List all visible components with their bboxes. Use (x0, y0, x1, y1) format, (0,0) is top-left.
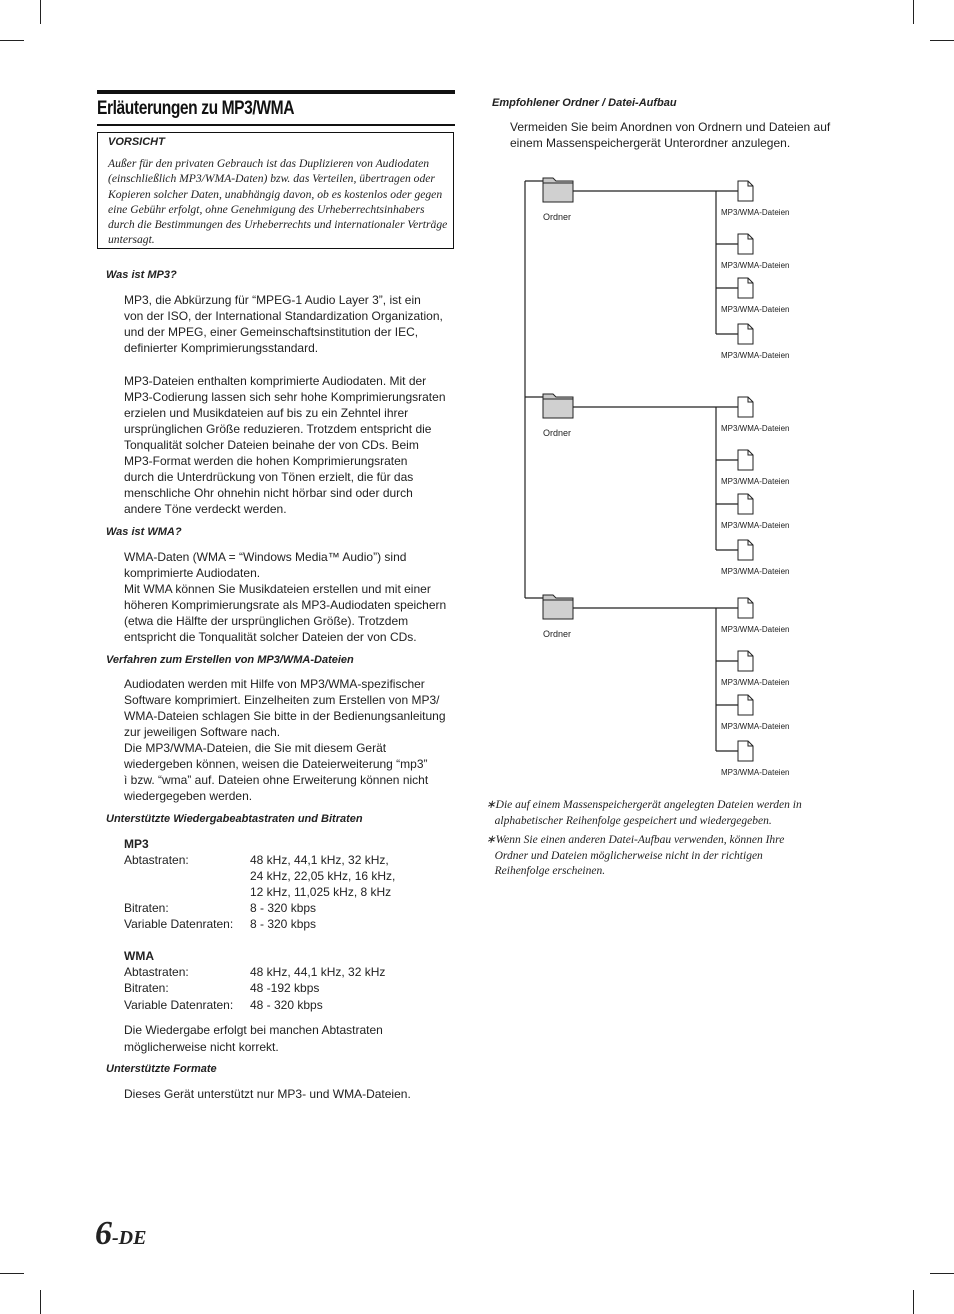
heading-wma: Was ist WMA? (106, 526, 182, 538)
file-icon (738, 450, 753, 470)
file-icon (738, 181, 753, 201)
wma-paragraph: WMA-Daten (WMA = “Windows Media™ Audio”) sind komprimierte Audiodaten. Mit WMA können Sie Musikdateien erstellen und mit einer höheren Komprimierungsrate als MP3-Audiodaten speichern (etwa die Hälfte der ursprünglichen Größe). Trotzdem entspricht die Tonqualität solcher Dateien der von CDs. (124, 550, 447, 644)
page-title: Erläuterungen zu MP3/WMA (97, 98, 295, 119)
mp3-spec-label: MP3 (124, 837, 149, 851)
folder-label: Ordner (543, 212, 572, 222)
file-icon (738, 540, 753, 560)
file-icon (738, 324, 753, 344)
wma-spec-value: 48 -192 kbps (250, 981, 320, 995)
mp3-paragraph-2: MP3-Dateien enthalten komprimierte Audiodaten. Mit der MP3-Codierung lassen sich sehr hohe Komprimierungsraten erzielen und Musikdateien auf bis zu ein Zehntel ihrer ursprünglichen Größe reduzieren. Trotzdem entspricht die Tonqualität solcher Dateien beinahe der von CDs. Beim MP3-Format werden die hohen Komprimierungsraten durch die Unterdrückung von Tönen erzielt, die für das menschliche Ohr ohnehin nicht hörbar sind oder durch andere Töne verdeckt werden. (124, 374, 446, 516)
mp3-paragraph-1: MP3, die Abkürzung für “MPEG-1 Audio Layer 3”, ist ein von der ISO, der International Standardization Organization, und der MPEG, einer Gemeinschaftsinstitution der IEC, definierter Komprimierungsstandard. (124, 293, 443, 355)
mp3-spec-value: 12 kHz, 11,025 kHz, 8 kHz (250, 885, 392, 899)
mp3-spec-value: 24 kHz, 22,05 kHz, 16 kHz, (250, 869, 396, 883)
folder-label: Ordner (543, 428, 572, 438)
heading-rates: Unterstützte Wiedergabeabtastraten und Bitraten (106, 813, 363, 825)
mp3-spec-value: 8 - 320 kbps (250, 917, 317, 931)
file-icon (738, 397, 753, 417)
caution-text: Außer für den privaten Gebrauch ist das Duplizieren von Audiodaten (einschließlich MP3/WMA-Daten) bzw. das Verteilen, übertragen oder Kopieren solcher Daten, unabhängig davon, ob es kostenlos oder gegen eine Gebühr erfolgt, ohne Genehmigung des Urheberrechtsinhabers durch die Bestimmungen des Urheberrechts und internationaler Verträge untersagt. (108, 157, 448, 247)
file-label: MP3/WMA-Dateien (721, 625, 790, 634)
folder-icon (543, 183, 573, 202)
heading-structure: Empfohlener Ordner / Datei-Aufbau (492, 97, 677, 109)
formats-paragraph: Dieses Gerät unterstützt nur MP3- und WMA-Dateien. (124, 1087, 411, 1101)
crop-mark (913, 1290, 914, 1314)
file-label: MP3/WMA-Dateien (721, 477, 790, 486)
mp3-spec-value: 48 kHz, 44,1 kHz, 32 kHz, (250, 853, 389, 867)
file-label: MP3/WMA-Dateien (721, 678, 790, 687)
file-icon (738, 741, 753, 761)
crop-mark (930, 1273, 954, 1274)
file-icon (738, 278, 753, 298)
mp3-spec-key: Bitraten: (124, 901, 169, 915)
heading-create: Verfahren zum Erstellen von MP3/WMA-Dateien (106, 654, 354, 666)
structure-intro: Vermeiden Sie beim Anordnen von Ordnern und Dateien auf einem Massenspeichergerät Unterordner anzulegen. (510, 120, 831, 150)
create-paragraph: Audiodaten werden mit Hilfe von MP3/WMA-spezifischer Software komprimiert. Einzelheiten zum Erstellen von MP3/ WMA-Dateien schlagen Sie bitte in der Bedienungsanleitung zur jeweiligen Software nach. Die MP3/WMA-Dateien, die Sie mit diesem Gerät wiedergeben können, weisen die Dateierweiterung “mp3” ì bzw. “wma” auf. Dateien ohne Erweiterung können nicht wiedergegeben werden. (124, 677, 446, 803)
file-label: MP3/WMA-Dateien (721, 305, 790, 314)
folder-icon (543, 600, 573, 619)
heading-mp3: Was ist MP3? (106, 269, 177, 281)
wma-spec-label: WMA (124, 949, 154, 963)
file-label: MP3/WMA-Dateien (721, 351, 790, 360)
file-label: MP3/WMA-Dateien (721, 261, 790, 270)
footnote-1: ∗Die auf einem Massenspeichergerät angelegten Dateien werden in alphabetischer Reihenfolge gespeichert und wiedergegeben. (486, 799, 802, 827)
caution-title: VORSICHT (108, 136, 165, 148)
heading-formats: Unterstützte Formate (106, 1063, 217, 1075)
file-label: MP3/WMA-Dateien (721, 424, 790, 433)
crop-mark (0, 1273, 24, 1274)
wma-spec-value: 48 - 320 kbps (250, 998, 323, 1012)
file-label: MP3/WMA-Dateien (721, 722, 790, 731)
wma-spec-key: Bitraten: (124, 981, 169, 995)
wma-spec-value: 48 kHz, 44,1 kHz, 32 kHz (250, 965, 386, 979)
mp3-spec-key: Abtastraten: (124, 853, 189, 867)
file-icon (738, 695, 753, 715)
file-icon (738, 651, 753, 671)
file-icon (738, 234, 753, 254)
file-label: MP3/WMA-Dateien (721, 521, 790, 530)
file-label: MP3/WMA-Dateien (721, 208, 790, 217)
file-icon (738, 598, 753, 618)
wma-spec-key: Abtastraten: (124, 965, 189, 979)
folder-label: Ordner (543, 629, 572, 639)
file-label: MP3/WMA-Dateien (721, 768, 790, 777)
file-label: MP3/WMA-Dateien (721, 567, 790, 576)
wma-spec-key: Variable Datenraten: (124, 998, 234, 1012)
page-number: 6-DE (95, 1215, 147, 1252)
footnote-2: ∗Wenn Sie einen anderen Datei-Aufbau verwenden, können Ihre Ordner und Dateien möglicherweise nicht in der richtigen Reihenfolge erscheinen. (486, 834, 785, 877)
rates-note: Die Wiedergabe erfolgt bei manchen Abtastraten möglicherweise nicht korrekt. (124, 1023, 383, 1054)
mp3-spec-key: Variable Datenraten: (124, 917, 234, 931)
crop-mark (40, 1290, 41, 1314)
file-icon (738, 494, 753, 514)
mp3-spec-value: 8 - 320 kbps (250, 901, 317, 915)
folder-icon (543, 399, 573, 418)
